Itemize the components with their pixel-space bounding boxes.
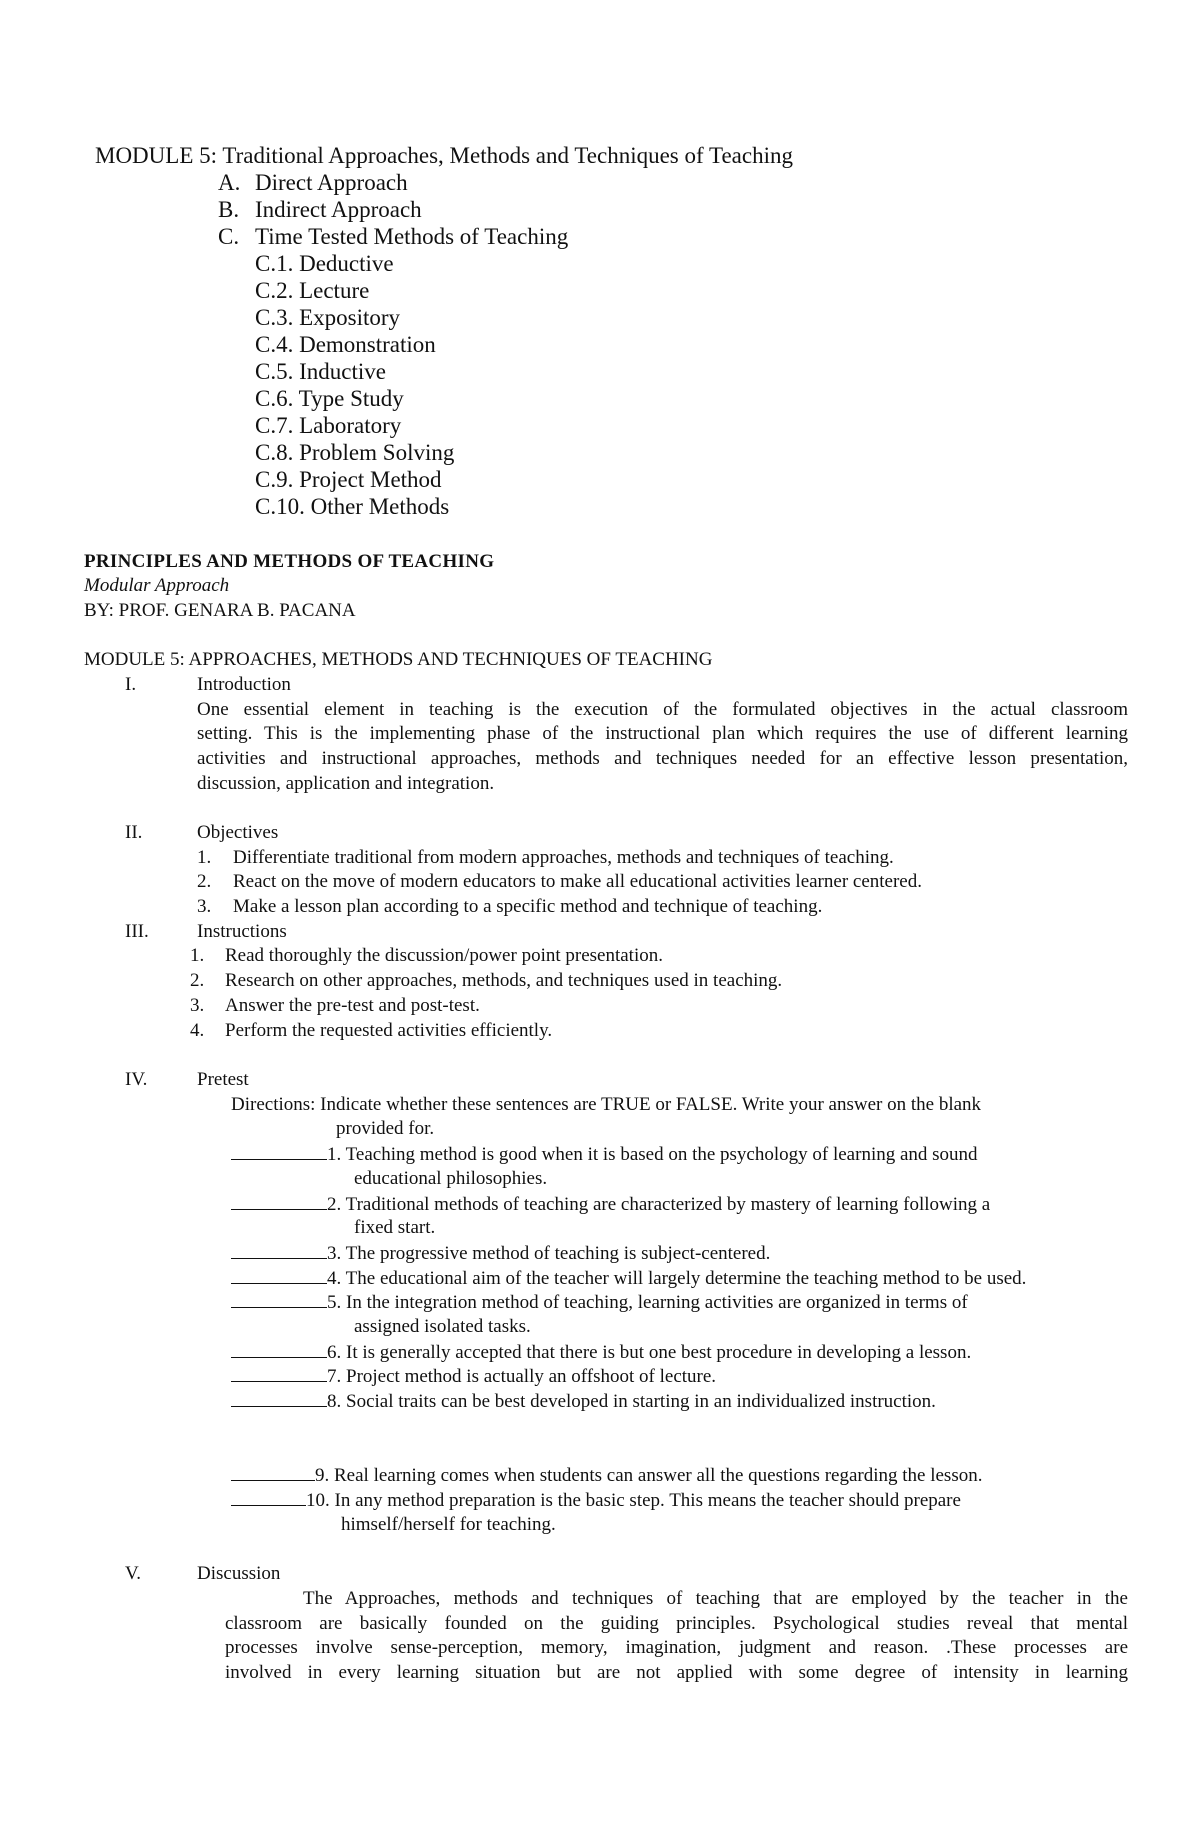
section-title-discussion: Discussion bbox=[197, 1563, 281, 1584]
outline-sub-item: C.1. Deductive bbox=[255, 251, 394, 276]
pretest-directions: Directions: Indicate whether these sentences are TRUE or FALSE. Write your answer on the blank bbox=[231, 1094, 982, 1115]
outline-sub-item: C.10. Other Methods bbox=[255, 494, 450, 519]
outline-letter-a: A. bbox=[218, 170, 241, 195]
outline-sub-item: C.5. Inductive bbox=[255, 359, 386, 384]
answer-blank[interactable] bbox=[231, 1289, 327, 1308]
outline-item-direct: Direct Approach bbox=[255, 170, 408, 195]
question-text-cont: assigned isolated tasks. bbox=[354, 1316, 531, 1337]
question-text-cont: himself/herself for teaching. bbox=[341, 1514, 556, 1535]
outline-item-time-tested: Time Tested Methods of Teaching bbox=[255, 224, 569, 249]
answer-blank[interactable] bbox=[231, 1141, 327, 1160]
question-text: 3. The progressive method of teaching is subject-centered. bbox=[327, 1243, 771, 1264]
module-title: MODULE 5: APPROACHES, METHODS AND TECHNIQUES OF TEACHING bbox=[84, 649, 713, 670]
approach-subtitle: Modular Approach bbox=[84, 575, 230, 596]
section-title-introduction: Introduction bbox=[197, 674, 291, 695]
question-text-cont: fixed start. bbox=[354, 1217, 436, 1238]
intro-paragraph-line: One essential element in teaching is the execution of the formulated objectives in the actual classroom bbox=[197, 699, 1128, 720]
outline-letter-b: B. bbox=[218, 197, 240, 222]
objective-item: Make a lesson plan according to a specific method and technique of teaching. bbox=[233, 896, 823, 917]
answer-blank[interactable] bbox=[231, 1363, 327, 1382]
pretest-question bbox=[231, 1141, 978, 1167]
question-text: 8. Social traits can be best developed in starting in an individualized instruction. bbox=[327, 1391, 936, 1412]
objective-number: 3. bbox=[197, 896, 212, 917]
question-text: 4. The educational aim of the teacher will largely determine the teaching method to be used. bbox=[327, 1268, 1027, 1289]
question-text: 6. It is generally accepted that there is but one best procedure in developing a lesson. bbox=[327, 1342, 972, 1363]
instruction-number: 2. bbox=[190, 970, 205, 991]
question-text: 5. In the integration method of teaching, learning activities are organized in terms of bbox=[327, 1292, 968, 1313]
pretest-directions-cont: provided for. bbox=[336, 1118, 435, 1139]
question-text: 2. Traditional methods of teaching are characterized by mastery of learning following a bbox=[327, 1194, 991, 1215]
intro-paragraph-line: discussion, application and integration. bbox=[197, 773, 495, 794]
instruction-number: 1. bbox=[190, 945, 205, 966]
section-number: V. bbox=[125, 1563, 142, 1584]
instruction-item: Answer the pre-test and post-test. bbox=[225, 995, 480, 1016]
discussion-paragraph-line: The Approaches, methods and techniques of teaching that are employed by the teacher in the bbox=[303, 1588, 1128, 1609]
outline-sub-item: C.4. Demonstration bbox=[255, 332, 436, 357]
answer-blank[interactable] bbox=[231, 1388, 327, 1407]
discussion-paragraph-line: involved in every learning situation but are not applied with some degree of intensity in learning bbox=[225, 1662, 1128, 1683]
intro-paragraph-line: setting. This is the implementing phase of the instructional plan which requires the use of different learning bbox=[197, 723, 1128, 744]
author-line: BY: PROF. GENARA B. PACANA bbox=[84, 600, 356, 621]
section-title-pretest: Pretest bbox=[197, 1069, 249, 1090]
outline-sub-item: C.2. Lecture bbox=[255, 278, 370, 303]
objective-item: Differentiate traditional from modern approaches, methods and techniques of teaching. bbox=[233, 847, 894, 868]
outline-sub-item: C.7. Laboratory bbox=[255, 413, 402, 438]
answer-blank[interactable] bbox=[231, 1339, 327, 1358]
answer-blank[interactable] bbox=[231, 1487, 306, 1506]
instruction-number: 4. bbox=[190, 1020, 205, 1041]
pretest-question bbox=[231, 1363, 716, 1389]
answer-blank[interactable] bbox=[231, 1265, 327, 1284]
pretest-question bbox=[231, 1240, 770, 1266]
outline-sub-item: C.3. Expository bbox=[255, 305, 401, 330]
outline-sub-item: C.6. Type Study bbox=[255, 386, 404, 411]
pretest-question bbox=[231, 1191, 990, 1217]
intro-paragraph-line: activities and instructional approaches, methods and techniques needed for an effective lesson presentation, bbox=[197, 748, 1128, 769]
pretest-question bbox=[231, 1388, 936, 1414]
discussion-paragraph-line: processes involve sense-perception, memory, imagination, judgment and reason. .These processes are bbox=[225, 1637, 1128, 1658]
instruction-item: Perform the requested activities efficiently. bbox=[225, 1020, 553, 1041]
question-text: 10. In any method preparation is the basic step. This means the teacher should prepare bbox=[306, 1490, 961, 1511]
question-text-cont: educational philosophies. bbox=[354, 1168, 548, 1189]
answer-blank[interactable] bbox=[231, 1240, 327, 1259]
section-number: I. bbox=[125, 674, 137, 695]
pretest-question bbox=[231, 1339, 971, 1365]
outline-letter-c: C. bbox=[218, 224, 240, 249]
outline-sub-item: C.9. Project Method bbox=[255, 467, 442, 492]
outline-item-indirect: Indirect Approach bbox=[255, 197, 422, 222]
question-text: 9. Real learning comes when students can answer all the questions regarding the lesson. bbox=[315, 1465, 983, 1486]
instruction-item: Research on other approaches, methods, and techniques used in teaching. bbox=[225, 970, 783, 991]
section-number: II. bbox=[125, 822, 143, 843]
objective-number: 2. bbox=[197, 871, 212, 892]
objective-item: React on the move of modern educators to make all educational activities learner centered. bbox=[233, 871, 922, 892]
section-title-objectives: Objectives bbox=[197, 822, 279, 843]
instruction-number: 3. bbox=[190, 995, 205, 1016]
instruction-item: Read thoroughly the discussion/power point presentation. bbox=[225, 945, 663, 966]
outline-sub-item: C.8. Problem Solving bbox=[255, 440, 455, 465]
pretest-question bbox=[231, 1289, 968, 1315]
pretest-question bbox=[231, 1265, 1026, 1291]
question-text: 7. Project method is actually an offshoot of lecture. bbox=[327, 1366, 717, 1387]
answer-blank[interactable] bbox=[231, 1191, 327, 1210]
section-title-instructions: Instructions bbox=[197, 921, 287, 942]
outline-title: MODULE 5: Traditional Approaches, Methods and Techniques of Teaching bbox=[95, 143, 793, 168]
discussion-paragraph-line: classroom are basically founded on the guiding principles. Psychological studies reveal that mental bbox=[225, 1613, 1128, 1634]
course-title: PRINCIPLES AND METHODS OF TEACHING bbox=[84, 551, 495, 572]
pretest-question bbox=[231, 1487, 961, 1513]
section-number: IV. bbox=[125, 1069, 148, 1090]
objective-number: 1. bbox=[197, 847, 212, 868]
pretest-question bbox=[231, 1462, 982, 1488]
answer-blank[interactable] bbox=[231, 1462, 315, 1481]
question-text: 1. Teaching method is good when it is based on the psychology of learning and sound bbox=[327, 1144, 978, 1165]
section-number: III. bbox=[125, 921, 149, 942]
